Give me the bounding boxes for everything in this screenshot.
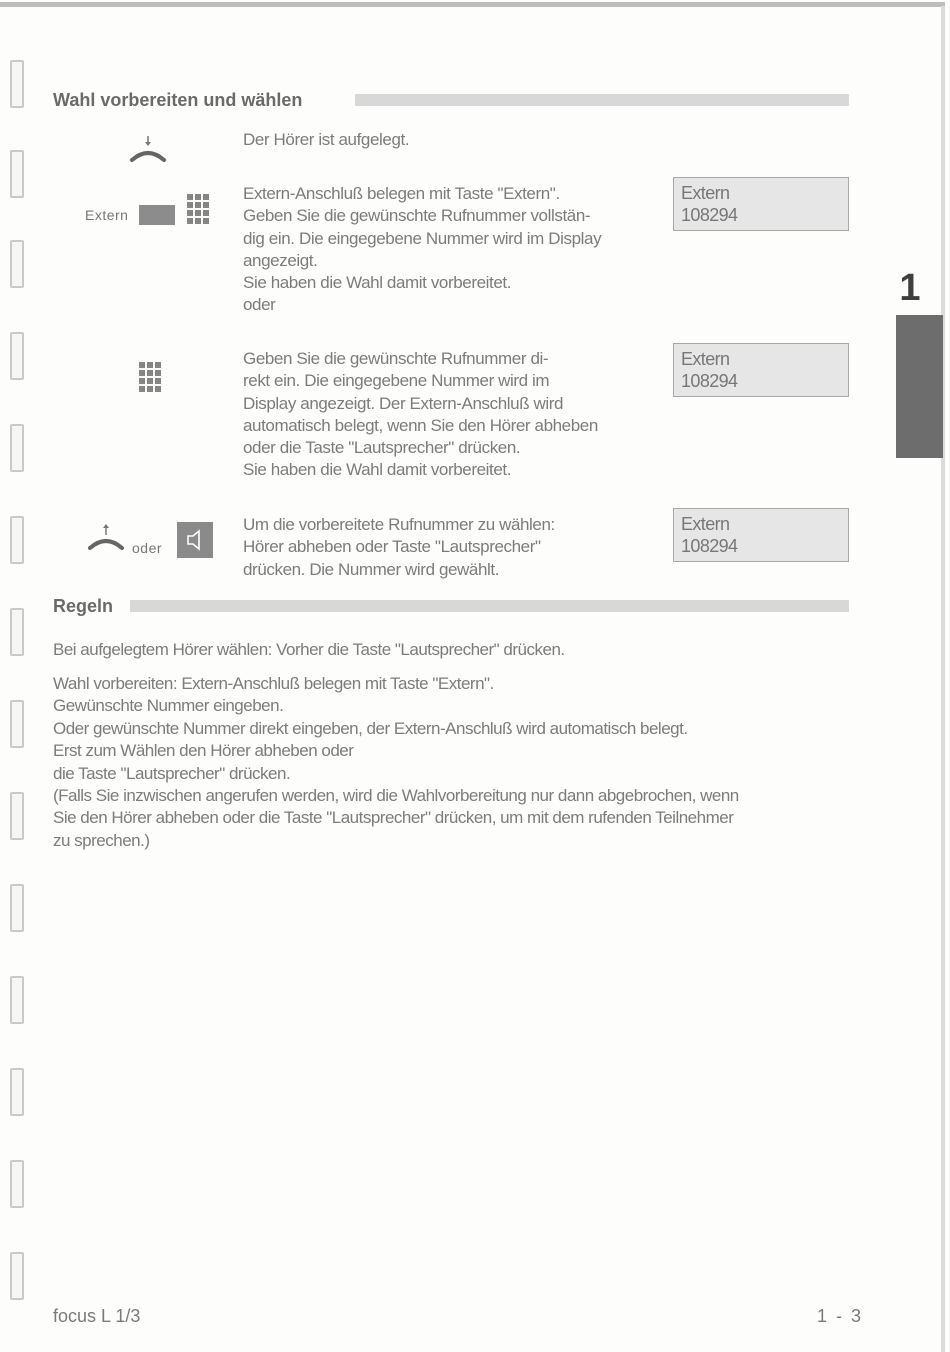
- binder-hole: [10, 1252, 24, 1300]
- chapter-number: 1: [899, 267, 921, 309]
- section-heading-wahl: Wahl vorbereiten und wählen: [53, 90, 303, 110]
- handset-up-icon: [86, 522, 126, 554]
- footer-product-name: focus L 1/3: [53, 1306, 141, 1326]
- step-text-3: Geben Sie die gewünschte Rufnummer di- rekt ein. Die eingegebene Nummer wird im Display angezeigt. Der Extern-Anschluß wird automatisch belegt, wenn Sie den Hörer abheben oder die Taste "Lautsprecher" drücken. Sie haben die Wahl damit vorbereitet.: [243, 349, 598, 480]
- step-text-1: Der Hörer ist aufgelegt.: [243, 130, 410, 149]
- step-text-4: Um die vorbereitete Rufnummer zu wählen: Hörer abheben oder Taste "Lautsprecher" drücken. Die Nummer wird gewählt.: [243, 515, 555, 579]
- phone-display-2: Extern 108294: [673, 343, 849, 397]
- chapter-thumb-tab: [896, 315, 943, 458]
- binder-hole: [10, 424, 24, 472]
- binder-hole: [10, 1068, 24, 1116]
- binder-hole: [10, 240, 24, 288]
- phone-display-3: Extern 108294: [673, 508, 849, 562]
- page-number: 1 - 3: [817, 1306, 864, 1326]
- extern-key-label: Extern: [85, 207, 129, 223]
- top-border: [0, 2, 945, 7]
- binder-hole: [10, 332, 24, 380]
- binder-hole: [10, 976, 24, 1024]
- step-text-2: Extern-Anschluß belegen mit Taste "Extern". Geben Sie die gewünschte Rufnummer vollstän- dig ein. Die eingegebene Nummer wird im Display angezeigt. Sie haben die Wahl damit vorbereitet. oder: [243, 184, 602, 315]
- keypad-icon: [187, 194, 209, 224]
- speaker-icon: [177, 522, 213, 558]
- section-heading-regeln: Regeln: [53, 596, 114, 616]
- phone-display-1: Extern 108294: [673, 177, 849, 231]
- binder-hole: [10, 884, 24, 932]
- binder-hole: [10, 150, 24, 198]
- binder-hole: [10, 608, 24, 656]
- keypad-icon: [139, 362, 161, 392]
- heading-bar: [355, 94, 849, 106]
- binder-hole: [10, 516, 24, 564]
- rules-paragraph-2: Wahl vorbereiten: Extern-Anschluß belegen mit Taste "Extern". Gewünschte Nummer eingeben. Oder gewünschte Nummer direkt eingeben, der Extern-Anschluß wird automatisch belegt. Erst zum Wählen den Hörer abheben oder die Taste "Lautsprecher" drücken. (Falls Sie inzwischen angerufen werden, wird die Wahlvorbereitung nur dann abgebrochen, wenn Sie den Hörer abheben oder die Taste "Lautsprecher" drücken, um mit dem rufenden Teilnehmer zu sprechen.): [53, 674, 739, 850]
- extern-key-icon: [139, 205, 175, 225]
- binder-hole: [10, 700, 24, 748]
- handset-down-icon: [128, 132, 168, 168]
- heading-bar: [130, 600, 849, 612]
- oder-label: oder: [132, 540, 163, 556]
- right-border: [941, 6, 945, 1352]
- binder-hole: [10, 1160, 24, 1208]
- rules-paragraph-1: Bei aufgelegtem Hörer wählen: Vorher die Taste "Lautsprecher" drücken.: [53, 640, 565, 659]
- binder-hole: [10, 792, 24, 840]
- binder-hole: [10, 60, 24, 108]
